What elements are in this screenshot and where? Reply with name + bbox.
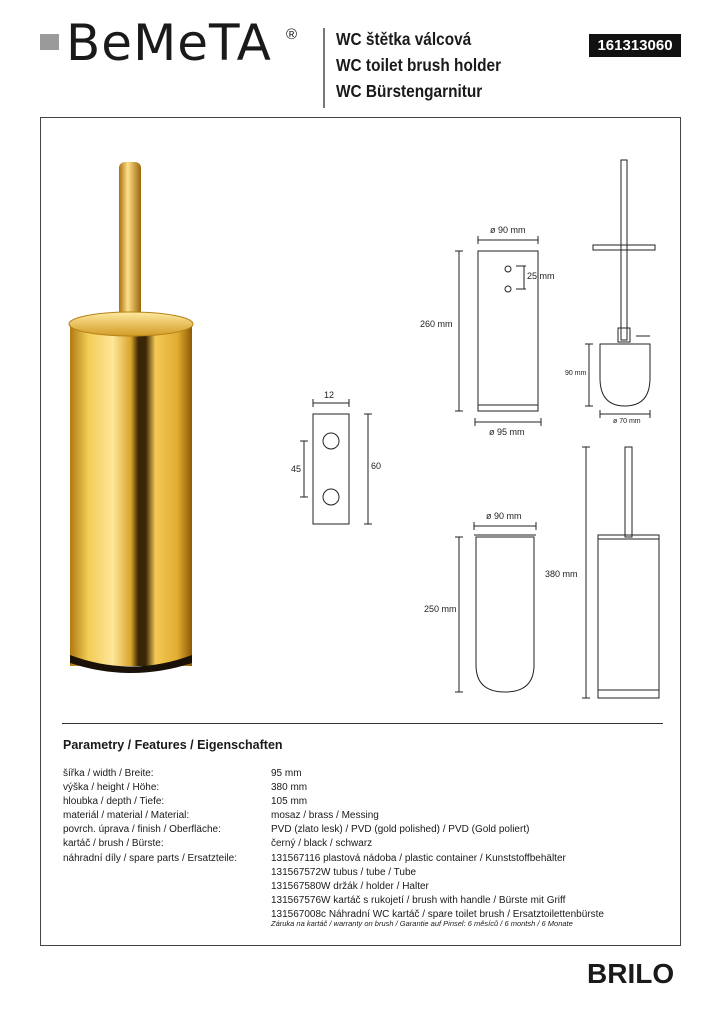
feature-value: 131567572W tubus / tube / Tube <box>271 866 417 878</box>
feature-value: PVD (zlato lesk) / PVD (gold polished) / PVD (Gold poliert) <box>271 824 530 836</box>
feature-value: 131567116 plastová nádoba / plastic container / Kunststoffbehälter <box>271 852 566 864</box>
feature-value: černý / black / schwarz <box>271 838 373 850</box>
feature-row <box>63 837 604 851</box>
brush-diameter-label: ø 70 mm <box>613 418 641 425</box>
feature-value: 131567580W držák / holder / Halter <box>271 880 429 892</box>
brush-height-label: 90 mm <box>565 370 587 377</box>
feature-label <box>63 908 271 922</box>
feature-row <box>63 795 604 809</box>
title-en: WC toilet brush holder <box>336 55 502 75</box>
title-cz: WC štětka válcová <box>336 29 472 49</box>
feature-label <box>63 866 271 880</box>
feature-row <box>63 894 604 908</box>
feature-label: materiál / material / Material: <box>63 810 190 822</box>
feature-value: 131567008c Náhradní WC kartáč / spare toilet brush / Ersatztoilettenbürste <box>271 908 604 920</box>
container-height-label: 250 mm <box>424 604 457 614</box>
product-name: BRILO <box>587 958 675 989</box>
title-de: WC Bürstengarnitur <box>336 81 483 101</box>
feature-label: hloubka / depth / Tiefe: <box>63 796 165 808</box>
feature-label: povrch. úprava / finish / Oberfläche: <box>63 824 221 836</box>
base-diameter-label: ø 95 mm <box>489 427 525 437</box>
feature-row <box>63 880 604 894</box>
feature-value: 380 mm <box>271 782 308 794</box>
feature-value: 131567576W kartáč s rukojetí / brush with handle / Bürste mit Griff <box>271 894 566 906</box>
product-code: 161313060 <box>589 34 681 57</box>
assembly-view <box>582 447 659 698</box>
brush-side-view <box>585 160 655 418</box>
feature-label: výška / height / Höhe: <box>63 782 160 794</box>
feature-row <box>63 781 604 795</box>
bracket-height-label: 60 <box>371 461 382 471</box>
feature-label: šířka / width / Breite: <box>63 768 154 779</box>
feature-label <box>63 894 271 908</box>
feature-label <box>63 880 271 894</box>
feature-value: mosaz / brass / Messing <box>271 810 379 822</box>
wall-bracket <box>300 399 372 524</box>
top-diameter-label: ø 90 mm <box>490 225 526 235</box>
front-view <box>455 236 541 426</box>
product-photo <box>69 162 193 673</box>
feature-row <box>63 767 604 781</box>
bracket-width-label: 12 <box>324 390 335 400</box>
hole-spacing-label: 25 mm <box>527 271 555 281</box>
bracket-holes-label: 45 <box>291 464 302 474</box>
height-260-label: 260 mm <box>420 319 453 329</box>
total-height-label: 380 mm <box>545 569 578 579</box>
features-title: Parametry / Features / Eigenschaften <box>63 738 283 752</box>
registered-mark: ® <box>286 26 298 43</box>
feature-value: 95 mm <box>271 768 302 779</box>
feature-label: náhradní díly / spare parts / Ersatzteile: <box>63 852 237 864</box>
feature-row <box>63 809 604 823</box>
features-table <box>63 767 604 922</box>
section-divider <box>62 723 663 724</box>
container-diameter-label: ø 90 mm <box>486 511 522 521</box>
container-view <box>455 522 536 692</box>
feature-row <box>63 823 604 837</box>
feature-label: kartáč / brush / Bürste: <box>63 838 164 850</box>
feature-row <box>63 866 604 880</box>
brand-logo: BeMeTA <box>66 14 272 72</box>
feature-row <box>63 852 604 866</box>
warranty-note: Záruka na kartáč / warranty on brush / Garantie auf Pinsel: 6 měsíců / 6 montsh / 6 Monate <box>271 919 573 928</box>
feature-value: 105 mm <box>271 796 308 808</box>
